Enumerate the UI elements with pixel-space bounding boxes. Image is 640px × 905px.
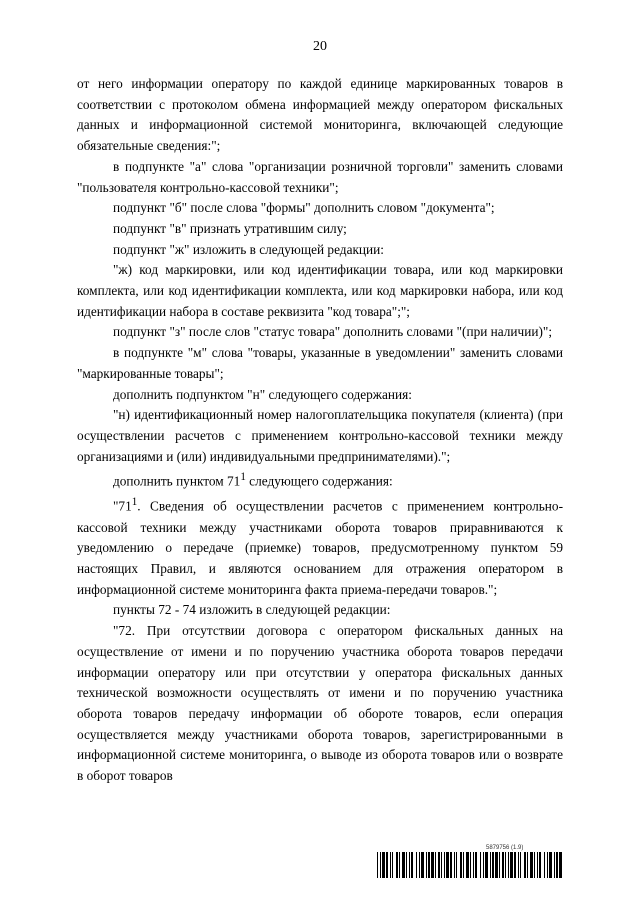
paragraph: дополнить подпунктом "н" следующего содержания: xyxy=(113,386,412,402)
paragraph: пункты 72 - 74 изложить в следующей редакции: xyxy=(113,602,391,618)
paragraph xyxy=(77,492,563,600)
paragraph-text: дополнить пунктом 71 xyxy=(113,473,241,489)
superscript: 1 xyxy=(131,496,138,509)
paragraph: от него информации оператору по каждой единице маркированных товаров в соответствии с протоколом обмена информацией между оператором фискальных данных и информационной системой мониторинга, включающей следующие обязательные сведения:"; xyxy=(77,76,563,154)
paragraph: "н) идентификационный номер налогоплательщика покупателя (клиента) (при осуществлении расчетов с применением контрольно-кассовой техники между организациями и (или) индивидуальными предпринимателями)."; xyxy=(77,407,563,464)
paragraph-text: следующего содержания: xyxy=(245,473,393,489)
paragraph: "72. При отсутствии договора с оператором фискальных данных на осуществление от имени и по поручению участника оборота товаров передачи информации оператору или при отсутствии у оператора фискальных данных технической возможности осуществлять от имени и по поручению участника оборота товаров передачу информации об обороте товаров, если операция осуществляется между участниками оборота товаров, зарегистрированными в информационной системе мониторинга, о выводе из оборота товаров или о возврате в оборот товаров xyxy=(77,623,563,784)
paragraph xyxy=(77,467,563,492)
page-number: 20 xyxy=(313,39,327,54)
superscript: 1 xyxy=(240,471,246,484)
paragraph: подпункт "з" после слов "статус товара" дополнить словами "(при наличии)"; xyxy=(113,324,553,340)
paragraph: в подпункте "а" слова "организации розничной торговли" заменить словами "пользователя контрольно-кассовой техники"; xyxy=(77,158,563,195)
paragraph: в подпункте "м" слова "товары, указанные в уведомлении" заменить словами "маркированные товары"; xyxy=(77,345,563,381)
paragraph: подпункт "в" признать утратившим силу; xyxy=(113,220,347,236)
barcode xyxy=(377,852,563,878)
paragraph: "ж) код маркировки, или код идентификации товара, или код маркировки комплекта, или код идентификации комплекта, или код маркировки набора, или код идентификации набора в составе реквизита "код товара";"; xyxy=(77,262,563,319)
paragraph-text: "71 xyxy=(113,498,132,514)
paragraph: подпункт "б" после слова "формы" дополнить словом "документа"; xyxy=(113,200,495,216)
paragraph: подпункт "ж" изложить в следующей редакции: xyxy=(113,241,384,257)
document-body xyxy=(77,74,563,787)
paragraph-text: . Сведения об осуществлении расчетов с применением контрольно-кассовой техники между участниками оборота товаров приравниваются к уведомлению о передаче (приемке) товаров, предусмотренному пунктом 59 настоящих Правил, и являются основанием для отражения оператором в информационной системе мониторинга факта приема-передачи товаров."; xyxy=(77,498,563,597)
document-code: 5879756 (1.9) xyxy=(486,845,524,851)
